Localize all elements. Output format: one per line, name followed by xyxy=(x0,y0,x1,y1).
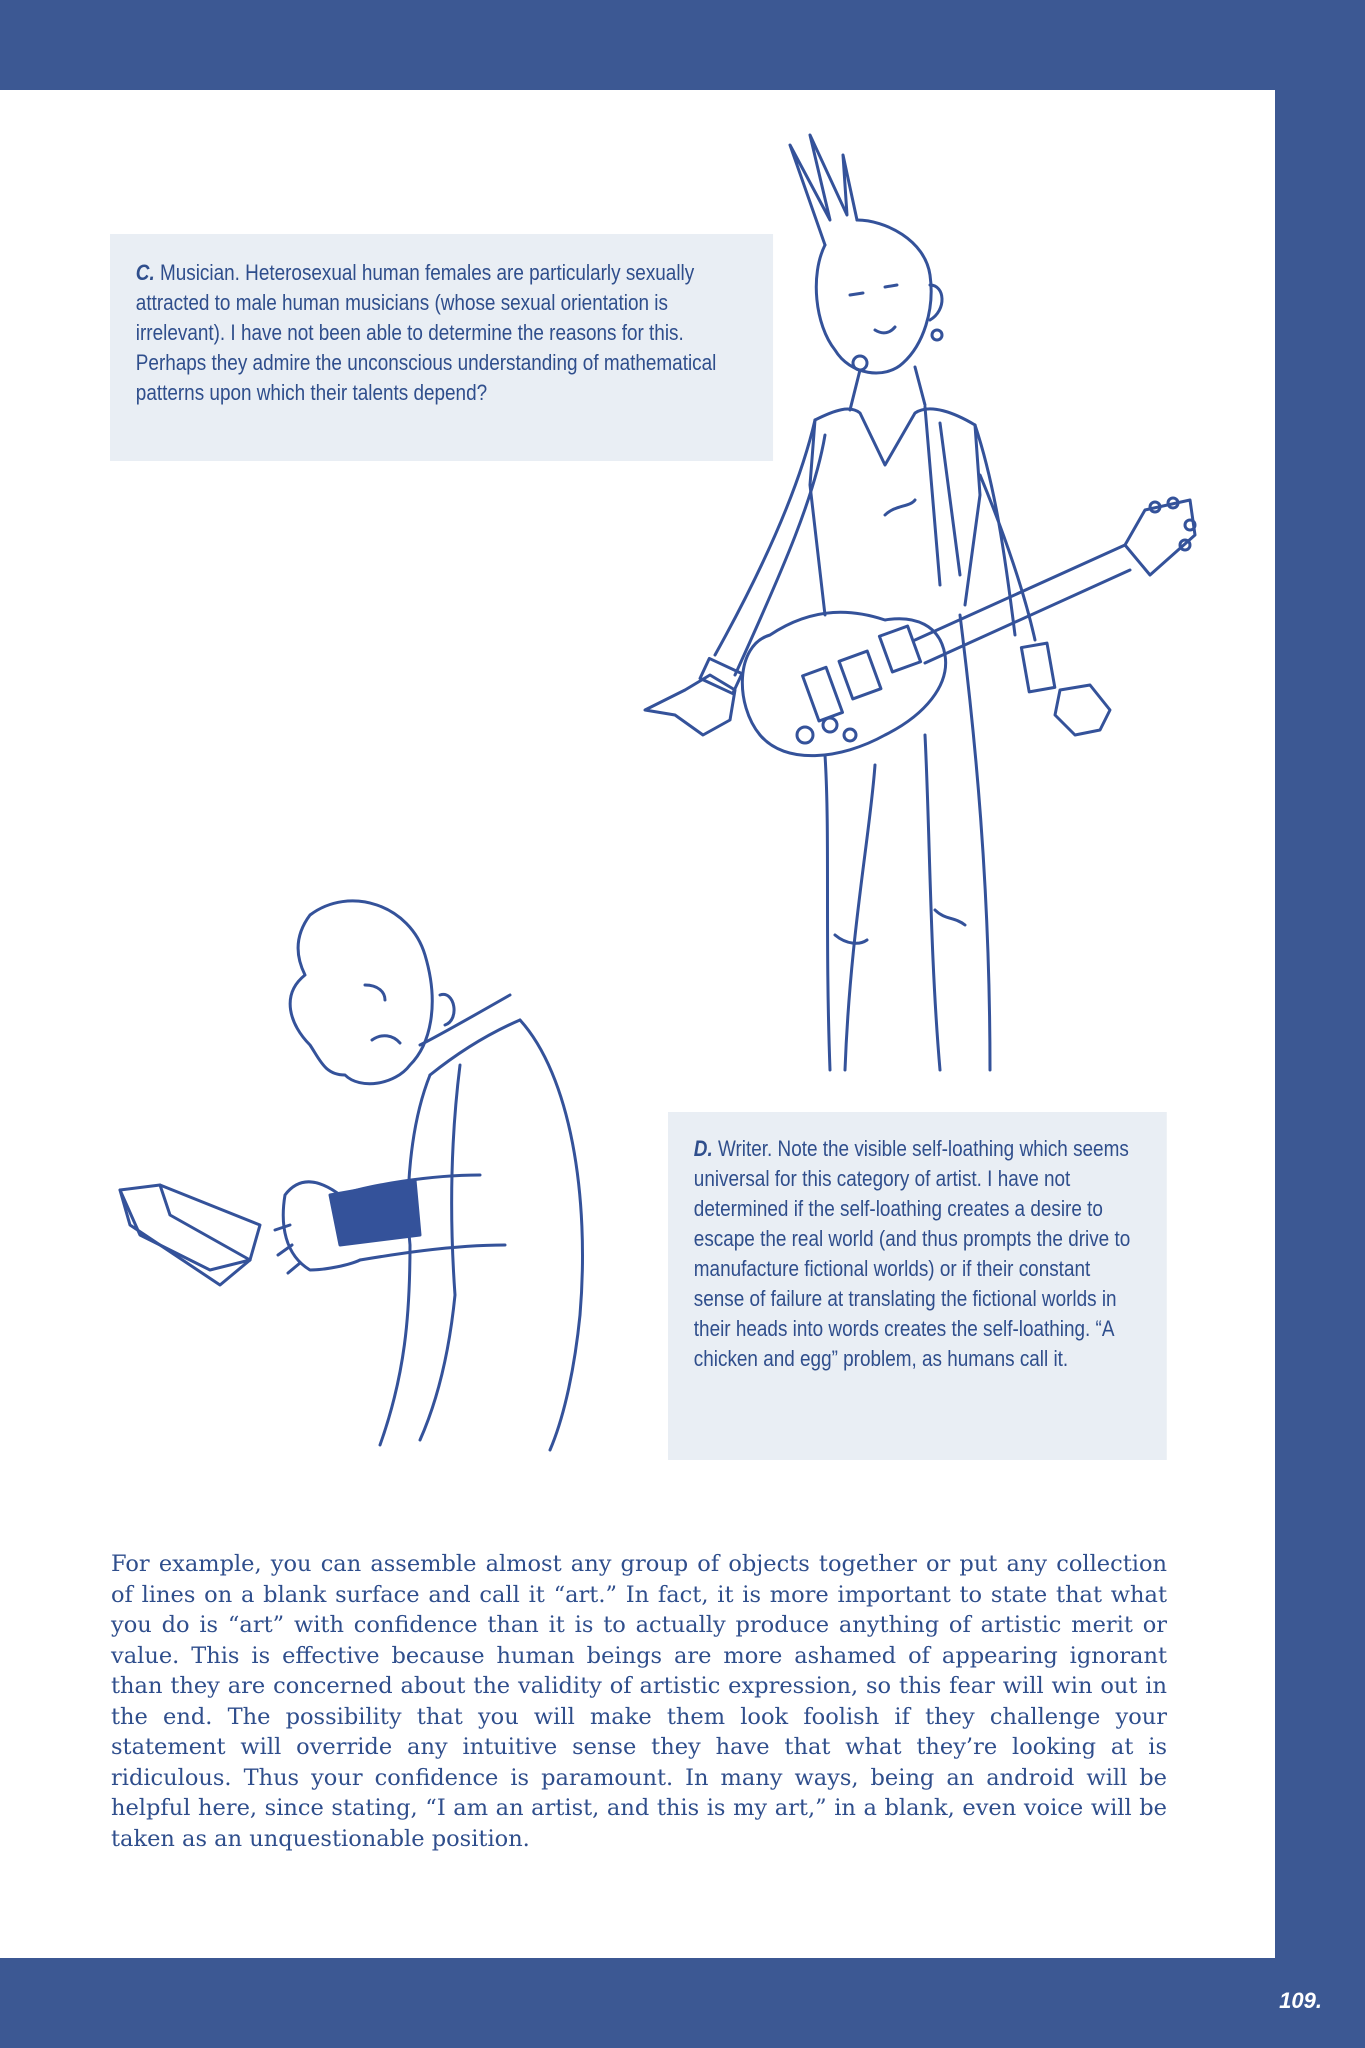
caption-d-letter: D. xyxy=(693,1136,713,1161)
caption-d xyxy=(668,1112,1167,1460)
caption-c-letter: C. xyxy=(135,260,155,285)
page-number: 109. xyxy=(1279,1988,1322,2013)
caption-c xyxy=(110,234,773,461)
caption-d-text: Writer. Note the visible self-loathing which seems universal for this category of artist. I have not determined if the self-loathing creates a desire to escape the real world (and thus prompts the drive to manufacture fictional worlds) or if their constant sense of failure at translating the fictional worlds in their heads into words creates the self-loathing. “A chicken and egg” problem, as humans call it. xyxy=(693,1136,1131,1371)
body-paragraph: For example, you can assemble almost any group of objects together or put any collection of lines on a blank surface and call it “art.” In fact, it is more important to state that what you do is “art” with confidence than it is to actually produce anything of artistic merit or value. This is effective because human beings are more ashamed of appearing ignorant than they are concerned about the validity of artistic expression, so this fear will win out in the end. The possibility that you will make them look foolish if they challenge your statement will override any intuitive sense they have that what they’re looking at is ridiculous. Thus your confidence is paramount. In many ways, being an android will be helpful here, since stating, “I am an artist, and this is my art,” in a blank, even voice will be taken as an unquestionable position. xyxy=(111,1551,1167,1852)
caption-c-text: Musician. Heterosexual human females are particularly sexually attracted to male human musicians (whose sexual orientation is irrelevant). I have not been able to determine the reasons for this. Perhaps they admire the unconscious understanding of mathematical patterns upon which their talents depend? xyxy=(135,260,717,405)
bald-writer-reading-illustration xyxy=(110,895,610,1455)
